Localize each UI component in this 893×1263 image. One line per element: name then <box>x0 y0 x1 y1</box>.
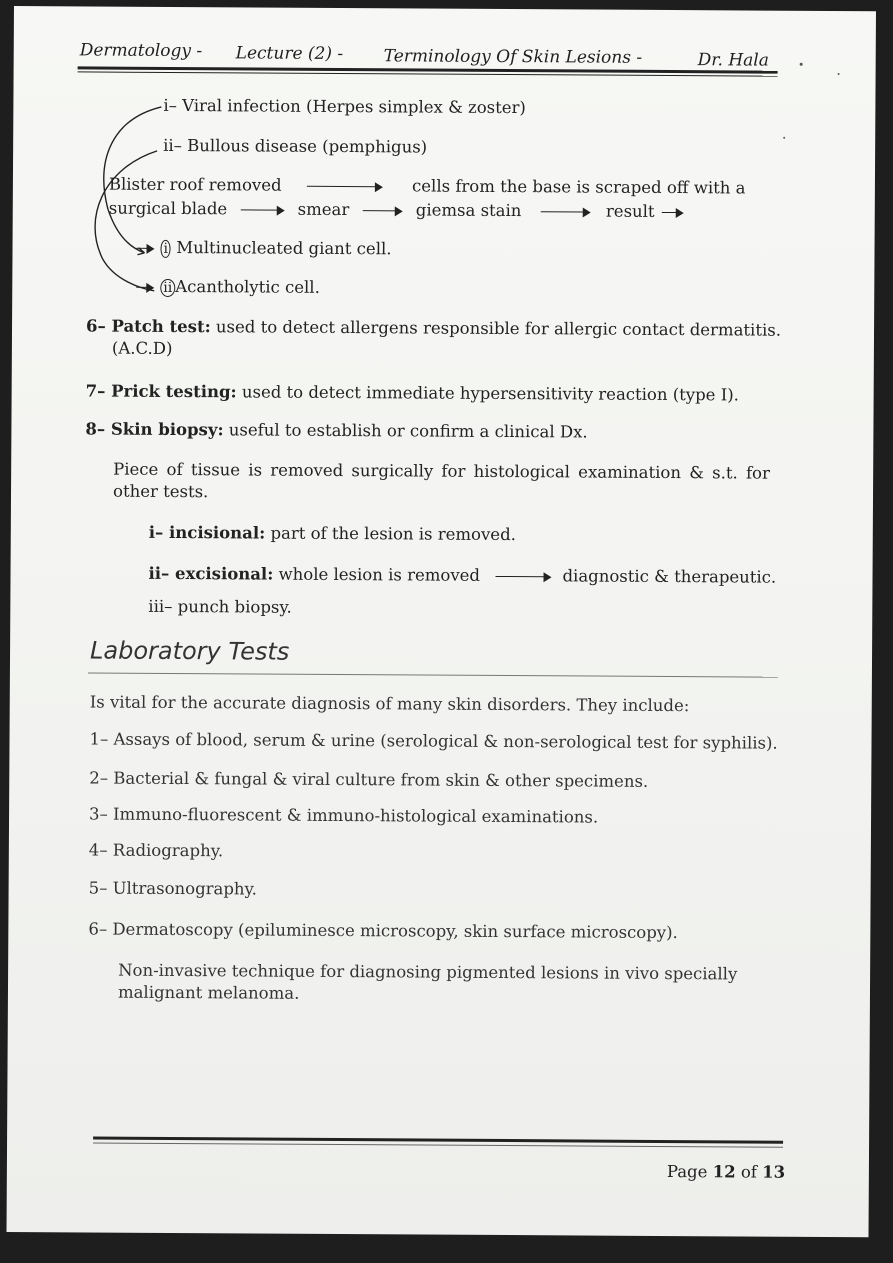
arrow-right-icon <box>495 571 551 581</box>
arrow-right-icon <box>307 181 383 191</box>
arrow-right-icon <box>662 207 684 217</box>
circled-number: i <box>160 240 171 258</box>
result: result <box>605 201 655 221</box>
lab-heading-rule <box>88 672 778 677</box>
finding-i-text: Multinucleated giant cell. <box>176 237 392 259</box>
lab-item: 2– Bacterial & fungal & viral culture from skin & other specimens. <box>89 768 649 791</box>
prick-label: 7– Prick testing: <box>85 381 237 402</box>
page-of: of <box>740 1162 757 1182</box>
biopsy-desc-2: other tests. <box>112 481 209 502</box>
finding-ii <box>136 277 320 298</box>
incisional-text: part of the lesion is removed. <box>270 523 516 545</box>
prick-test <box>86 381 739 404</box>
arrow-right-icon <box>363 206 403 216</box>
lab-item: 6– Dermatoscopy (epiluminesce microscopy, skin surface microscopy). <box>88 919 678 943</box>
tzanck-item-i: i– Viral infection (Herpes simplex & zoster) <box>163 95 526 118</box>
giemsa-stain: giemsa stain <box>415 200 522 221</box>
header-author: Dr. Hala <box>697 50 769 71</box>
blister-roof: Blister roof removed <box>108 174 282 195</box>
patch-text: used to detect allergens responsible for allergic contact dermatitis. <box>215 317 782 340</box>
lab-intro: Is vital for the accurate diagnosis of many skin disorders. They include: <box>89 692 690 716</box>
excisional <box>148 564 776 587</box>
document-page <box>7 6 876 1237</box>
tzanck-item-ii: ii– Bullous disease (pemphigus) <box>163 135 428 157</box>
arrow-right-icon <box>240 205 284 215</box>
surgical-blade: surgical blade <box>108 198 228 219</box>
skin-biopsy <box>85 419 587 441</box>
patch-abbr: (A.C.D) <box>111 338 173 358</box>
finding-ii-text: Acantholytic cell. <box>175 276 320 297</box>
lab-heading: Laboratory Tests <box>89 636 290 666</box>
speck <box>838 73 840 75</box>
smear: smear <box>297 199 350 220</box>
excisional-result: diagnostic & therapeutic. <box>562 566 777 587</box>
prick-text: used to detect immediate hypersensitivity reaction (type I). <box>241 382 739 405</box>
derm-desc-2: malignant melanoma. <box>117 982 300 1003</box>
blister-text <box>109 175 746 198</box>
excisional-label: ii– excisional: <box>148 563 274 584</box>
procedure-flow <box>109 199 684 222</box>
circled-number: ii <box>160 279 175 297</box>
header-lecture: Lecture (2) - <box>235 43 344 65</box>
finding-i <box>136 238 391 260</box>
arrow-right-icon <box>541 207 591 217</box>
arrow-right-icon <box>136 243 154 253</box>
patch-label: 6– Patch test: <box>85 316 211 337</box>
biopsy-label: 8– Skin biopsy: <box>85 419 224 440</box>
page-current: 12 <box>712 1162 736 1182</box>
page-prefix: Page <box>666 1162 708 1182</box>
incisional <box>149 523 516 544</box>
lab-item: 1– Assays of blood, serum & urine (serological & non-serological test for syphilis). <box>89 729 778 753</box>
patch-test <box>86 316 781 339</box>
excisional-text: whole lesion is removed <box>278 564 481 585</box>
page-number <box>667 1162 785 1182</box>
biopsy-desc-1: Piece of tissue is removed surgically for histological examination & s.t. for <box>113 459 770 483</box>
header-topic: Terminology Of Skin Lesions - <box>383 46 643 68</box>
blister-cells: cells from the base is scraped off with a <box>412 176 746 198</box>
punch-biopsy: iii– punch biopsy. <box>148 596 292 617</box>
arrow-right-icon <box>136 282 154 292</box>
lab-item: 5– Ultrasonography. <box>88 878 258 899</box>
lab-item: 4– Radiography. <box>88 840 224 861</box>
lab-item: 3– Immuno-fluorescent & immuno-histological examinations. <box>89 804 599 827</box>
page-total: 13 <box>762 1162 786 1182</box>
header-course: Dermatology - <box>79 40 203 62</box>
derm-desc-1: Non-invasive technique for diagnosing pigmented lesions in vivo specially <box>118 960 738 984</box>
speck <box>800 63 803 66</box>
biopsy-text: useful to establish or confirm a clinical Dx. <box>228 420 588 442</box>
incisional-label: i– incisional: <box>148 522 266 543</box>
footer-rule-thin <box>93 1143 783 1148</box>
speck <box>783 137 785 139</box>
